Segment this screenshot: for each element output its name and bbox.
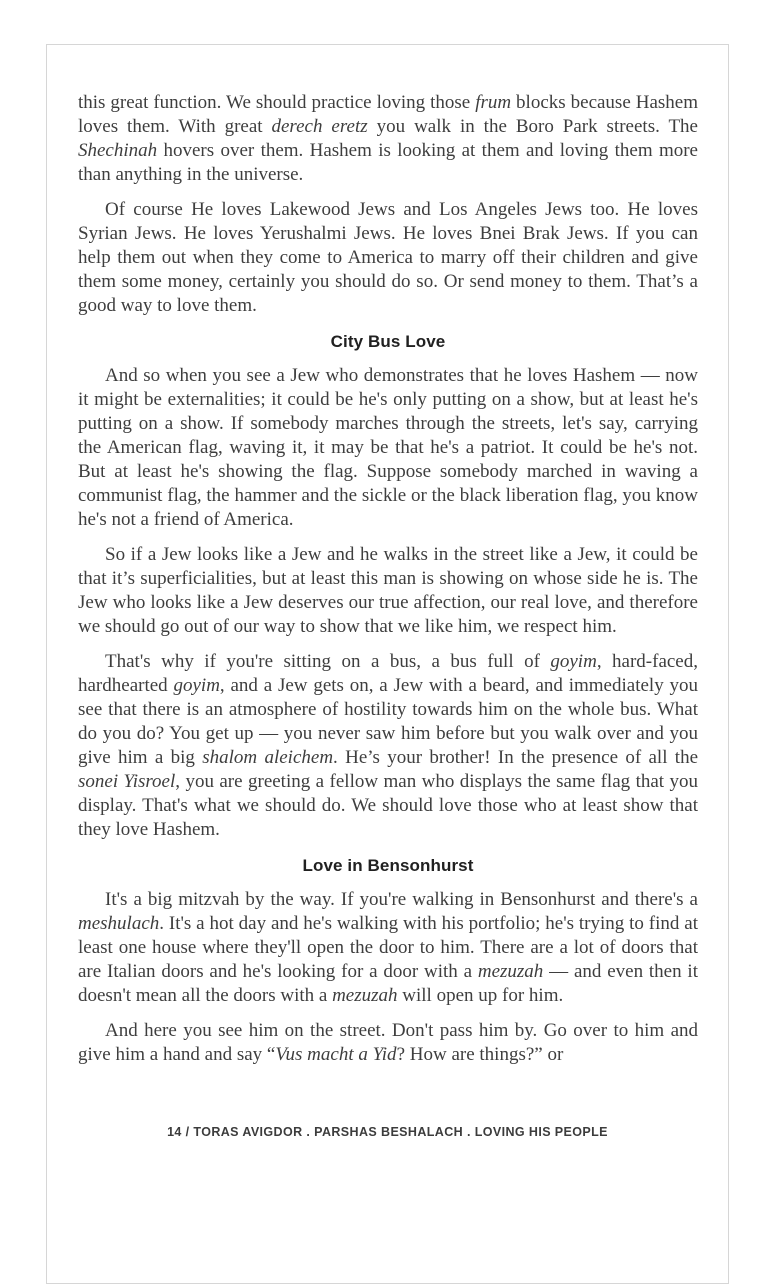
section-heading: City Bus Love	[330, 332, 446, 351]
text-run: you walk in the Boro Park streets. The	[367, 116, 698, 137]
text-run: That's why if you're sitting on a bus, a bus full of	[105, 651, 551, 672]
italic-term: goyim	[173, 675, 220, 696]
italic-term: frum	[475, 92, 512, 113]
text-run: , and a Jew gets on, a Jew with a beard, and immediately you see that there is an atmosphere of hostility towards him on the whole bus. What do you do? You get up — you never saw him before but you walk over and you give him a big	[78, 675, 699, 768]
italic-term: meshulach	[78, 913, 160, 934]
italic-term: mezuzah	[477, 961, 544, 982]
text-run: , you are greeting a fellow man who displays the same flag that you display. That's what we should do. We should love those who at least show that they love Hashem.	[78, 771, 698, 840]
italic-term: mezuzah	[332, 985, 398, 1006]
section-heading: Love in Bensonhurst	[302, 856, 474, 875]
paragraph	[78, 650, 698, 842]
text-run: ? How are things?” or	[396, 1044, 564, 1065]
italic-term: goyim	[550, 651, 597, 672]
text-run: And so when you see a Jew who demonstrates that he loves Hashem — now it might be externalities; it could be he's only putting on a show, but at least he's putting on a show. If somebody marches through the streets, let's say, carrying the American flag, waving it, it may be that he's a patriot. It could be he's not. But at least he's showing the flag. Suppose somebody marched in waving a communist flag, the hammer and the sickle or the black liberation flag, you know he's not a friend of America.	[78, 365, 698, 530]
text-run: hovers over them. Hashem is looking at them and loving them more than anything in the universe.	[78, 140, 698, 185]
text-run: Of course He loves Lakewood Jews and Los Angeles Jews too. He loves Syrian Jews. He loves Yerushalmi Jews. He loves Bnei Brak Jews. If you can help them out when they come to America to marry off their children and give them some money, certainly you should do so. Or send money to them. That’s a good way to love them.	[78, 199, 698, 316]
page-footer	[47, 1125, 728, 1139]
text-run: this great function. We should practice loving those	[78, 92, 476, 113]
text-run: , hard-faced, hardhearted	[78, 651, 698, 696]
footer-text: 14 / TORAS AVIGDOR . PARSHAS BESHALACH . LOVING HIS PEOPLE	[167, 1125, 608, 1139]
paragraph	[78, 364, 698, 532]
document-page	[46, 44, 729, 1284]
page-content	[47, 45, 728, 1067]
text-run: So if a Jew looks like a Jew and he walks in the street like a Jew, it could be that it’s superficialities, but at least this man is showing on whose side he is. The Jew who looks like a Jew deserves our true affection, our real love, and therefore we should go out of our way to show that we like him, we respect him.	[78, 544, 698, 637]
text-run: And here you see him on the street. Don't pass him by. Go over to him and give him a hand and say “	[78, 1020, 698, 1065]
italic-term: Vus macht a Yid	[275, 1044, 397, 1065]
paragraph	[78, 91, 698, 187]
paragraph	[78, 1019, 698, 1067]
text-run: — and even then it doesn't mean all the doors with a	[78, 961, 698, 1006]
text-run: will open up for him.	[397, 985, 564, 1006]
paragraph	[78, 198, 698, 318]
italic-term: shalom aleichem	[202, 747, 334, 768]
text-run: It's a big mitzvah by the way. If you're walking in Bensonhurst and there's a	[105, 889, 698, 910]
italic-term: Shechinah	[78, 140, 158, 161]
text-run: . It's a hot day and he's walking with his portfolio; he's trying to find at least one house where they'll open the door to him. There are a lot of doors that are Italian doors and he's looking for a door with a	[78, 913, 698, 982]
paragraph	[78, 888, 698, 1008]
italic-term: sonei Yisroel	[78, 771, 176, 792]
paragraph	[78, 543, 698, 639]
text-run: blocks because Hashem loves them. With great	[78, 92, 698, 137]
italic-term: derech eretz	[271, 116, 368, 137]
text-run: . He’s your brother! In the presence of all the	[333, 747, 698, 768]
